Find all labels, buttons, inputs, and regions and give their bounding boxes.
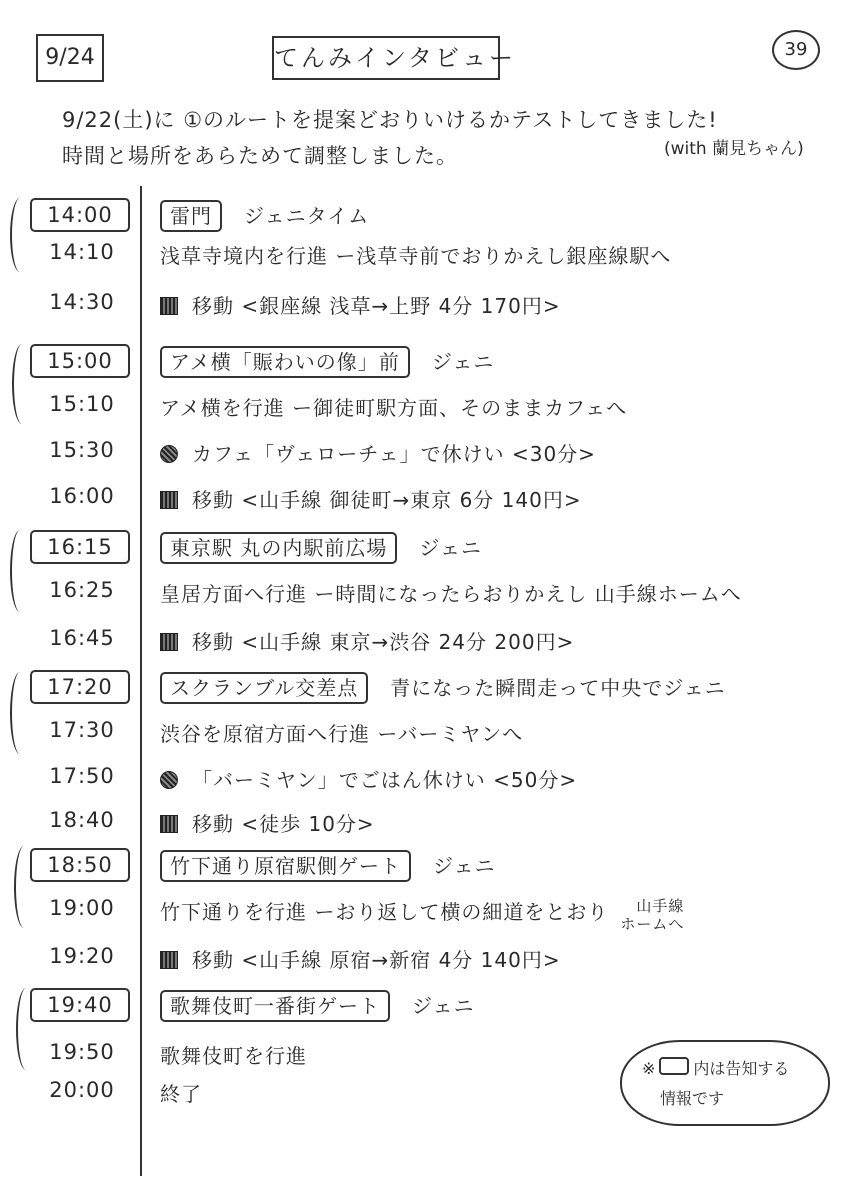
note-mark: ※ — [642, 1059, 656, 1078]
entry-text: カフェ「ヴェローチェ」で休けい <30分> — [192, 442, 596, 466]
entry-suffix: ジェニ — [419, 536, 482, 560]
time-label: 16:00 — [49, 484, 115, 508]
entry-tail — [620, 897, 684, 933]
page-number: 39 — [772, 30, 820, 70]
location-box: 雷門 — [160, 200, 222, 232]
location-box: 歌舞伎町一番街ゲート — [160, 990, 390, 1022]
schedule-entry — [160, 944, 561, 973]
entry-tail-line: 山手線 — [636, 897, 685, 915]
entry-text: 歌舞伎町を行進 — [160, 1044, 307, 1068]
location-box: 竹下通り原宿駅側ゲート — [160, 850, 411, 882]
time-label: 19:50 — [49, 1040, 115, 1064]
schedule-entry — [160, 990, 475, 1019]
schedule-entry — [160, 438, 596, 467]
schedule-entry — [160, 578, 742, 607]
entry-suffix: ジェニ — [433, 854, 496, 878]
time-label: 18:40 — [49, 808, 115, 832]
entry-suffix: ジェニタイム — [244, 204, 370, 228]
box-symbol-icon — [659, 1057, 689, 1075]
date-box: 9/24 — [36, 34, 104, 82]
schedule-entry — [160, 290, 561, 319]
schedule-entry — [160, 484, 582, 513]
entry-text: 渋谷を原宿方面へ行進 ーバーミヤンへ — [160, 722, 524, 746]
location-box: スクランブル交差点 — [160, 672, 368, 704]
time-label: 17:20 — [30, 670, 130, 704]
schedule-entry — [160, 896, 684, 933]
group-bracket — [10, 198, 30, 272]
time-label: 15:30 — [49, 438, 115, 462]
transit-square-icon — [160, 951, 178, 969]
page-title: てんみインタビュー — [272, 36, 500, 80]
time-label: 17:50 — [49, 764, 115, 788]
with-note: (with 蘭見ちゃん) — [664, 139, 804, 159]
time-label: 16:15 — [30, 530, 130, 564]
rest-circle-icon — [160, 445, 178, 463]
entry-text: 「バーミヤン」でごはん休けい <50分> — [192, 768, 578, 792]
transit-square-icon — [160, 815, 178, 833]
group-bracket — [10, 672, 30, 754]
timeline-divider — [140, 186, 142, 1176]
time-label: 14:30 — [49, 290, 115, 314]
entry-text: 移動 <銀座線 浅草→上野 4分 170円> — [192, 294, 561, 318]
time-label: 15:10 — [49, 392, 115, 416]
note-text-1: 内は告知する — [693, 1059, 790, 1078]
schedule-entry — [160, 626, 574, 655]
schedule-entry — [160, 392, 627, 421]
time-label: 19:00 — [49, 896, 115, 920]
entry-text: アメ横を行進 ー御徒町駅方面、そのままカフェへ — [160, 396, 628, 420]
schedule-entry — [160, 1078, 202, 1107]
rest-circle-icon — [160, 771, 178, 789]
time-label: 17:30 — [49, 718, 115, 742]
time-label: 16:45 — [49, 626, 115, 650]
entry-text: 終了 — [160, 1082, 202, 1106]
entry-text: 移動 <山手線 原宿→新宿 4分 140円> — [192, 948, 561, 972]
note-oval — [620, 1040, 830, 1126]
entry-text: 移動 <山手線 東京→渋谷 24分 200円> — [192, 630, 575, 654]
transit-square-icon — [160, 633, 178, 651]
transit-square-icon — [160, 491, 178, 509]
location-box: アメ横「賑わいの像」前 — [160, 346, 410, 378]
entry-text: 皇居方面へ行進 ー時間になったらおりかえし 山手線ホームへ — [160, 582, 742, 606]
schedule-entry — [160, 808, 375, 837]
schedule-entry — [160, 200, 369, 229]
entry-suffix: ジェニ — [412, 994, 475, 1018]
schedule-entry — [160, 718, 523, 747]
time-label: 20:00 — [49, 1078, 115, 1102]
schedule-entry — [160, 346, 494, 375]
entry-text: 浅草寺境内を行進 ー浅草寺前でおりかえし銀座線駅へ — [160, 244, 672, 268]
schedule-entry — [160, 240, 671, 269]
time-label: 16:25 — [49, 578, 115, 602]
entry-suffix: ジェニ — [431, 350, 495, 374]
time-label: 14:00 — [30, 198, 130, 232]
schedule-entry — [160, 764, 577, 793]
schedule-entry — [160, 532, 482, 561]
schedule-entry — [160, 672, 726, 701]
schedule-entry — [160, 850, 496, 879]
entry-text: 移動 <山手線 御徒町→東京 6分 140円> — [192, 488, 582, 512]
transit-square-icon — [160, 297, 178, 315]
intro-line-1: 9/22(土)に ①のルートを提案どおりいけるかテストしてきました! — [62, 108, 718, 132]
time-label: 14:10 — [49, 240, 115, 264]
entry-text: 移動 <徒歩 10分> — [192, 812, 375, 836]
note-line-2: 情報です — [660, 1089, 725, 1108]
entry-suffix: 青になった瞬間走って中央でジェニ — [390, 676, 726, 700]
time-label: 19:40 — [30, 988, 130, 1022]
entry-text: 竹下通りを行進 ーおり返して横の細道をとおり — [160, 900, 609, 924]
group-bracket — [10, 530, 30, 612]
location-box: 東京駅 丸の内駅前広場 — [160, 532, 397, 564]
time-label: 19:20 — [49, 944, 115, 968]
time-label: 18:50 — [30, 848, 130, 882]
schedule-entry — [160, 1040, 307, 1069]
note-line-1 — [642, 1056, 789, 1079]
time-label: 15:00 — [30, 344, 130, 378]
entry-tail-line: ホームへ — [620, 915, 685, 933]
intro-line-2: 時間と場所をあらためて調整しました。 — [62, 144, 458, 168]
